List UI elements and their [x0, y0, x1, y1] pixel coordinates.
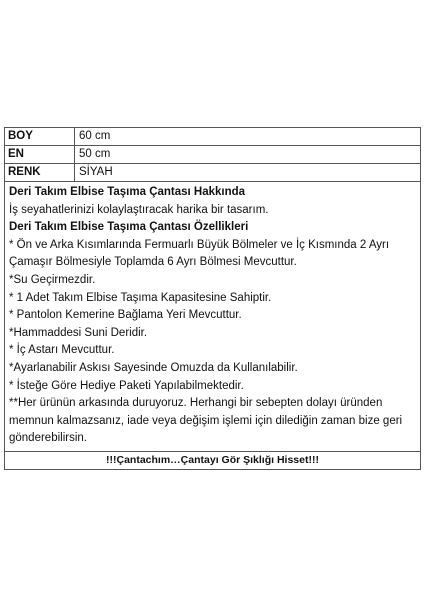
feature-item: * Pantolon Kemerine Bağlama Yeri Mevcuttur.	[9, 309, 242, 322]
spec-row-color	[5, 164, 420, 182]
spec-value: 60 cm	[79, 130, 111, 142]
about-text: İş seyahatlerinizi kolaylaştıracak harika bir tasarım.	[9, 203, 269, 216]
spec-key: BOY	[5, 128, 75, 145]
slogan-footer: !!!Çantachım…Çantayı Gör Şıklığı Hisset!!!	[106, 453, 319, 466]
feature-item: * İç Astarı Mevcuttur.	[9, 344, 115, 357]
spec-key: RENK	[5, 164, 75, 181]
feature-item: * 1 Adet Takım Elbise Taşıma Kapasitesine Sahiptir.	[9, 291, 272, 304]
description-block	[5, 182, 420, 452]
feature-item: *Hammaddesi Suni Deridir.	[9, 326, 148, 339]
feature-item: **Her ürünün arkasında duruyoruz. Herhangi bir sebepten dolayı üründen memnun kalmazsanız, iade veya değişim işlemi için dilediğin zaman bize geri gönderebilirsin.	[9, 397, 403, 445]
about-heading: Deri Takım Elbise Taşıma Çantası Hakkında	[9, 186, 246, 198]
spec-value: 50 cm	[79, 148, 111, 160]
feature-item: *Ayarlanabilir Askısı Sayesinde Omuzda da Kullanılabilir.	[9, 361, 298, 374]
spec-row-height	[5, 128, 420, 146]
feature-item: * İsteğe Göre Hediye Paketi Yapılabilmektedir.	[9, 379, 244, 392]
feature-item: * Ön ve Arka Kısımlarında Fermuarlı Büyük Bölmeler ve İç Kısmında 2 Ayrı Çamaşır Bölmesiyle Toplamda 6 Ayrı Bölmesi Mevcuttur.	[9, 238, 390, 269]
feature-item: *Su Geçirmezdir.	[9, 273, 96, 286]
spec-key: EN	[5, 146, 75, 163]
features-heading: Deri Takım Elbise Taşıma Çantası Özellikleri	[9, 221, 249, 234]
product-description-table	[4, 127, 421, 470]
spec-row-width	[5, 146, 420, 164]
spec-value: SİYAH	[79, 166, 113, 178]
